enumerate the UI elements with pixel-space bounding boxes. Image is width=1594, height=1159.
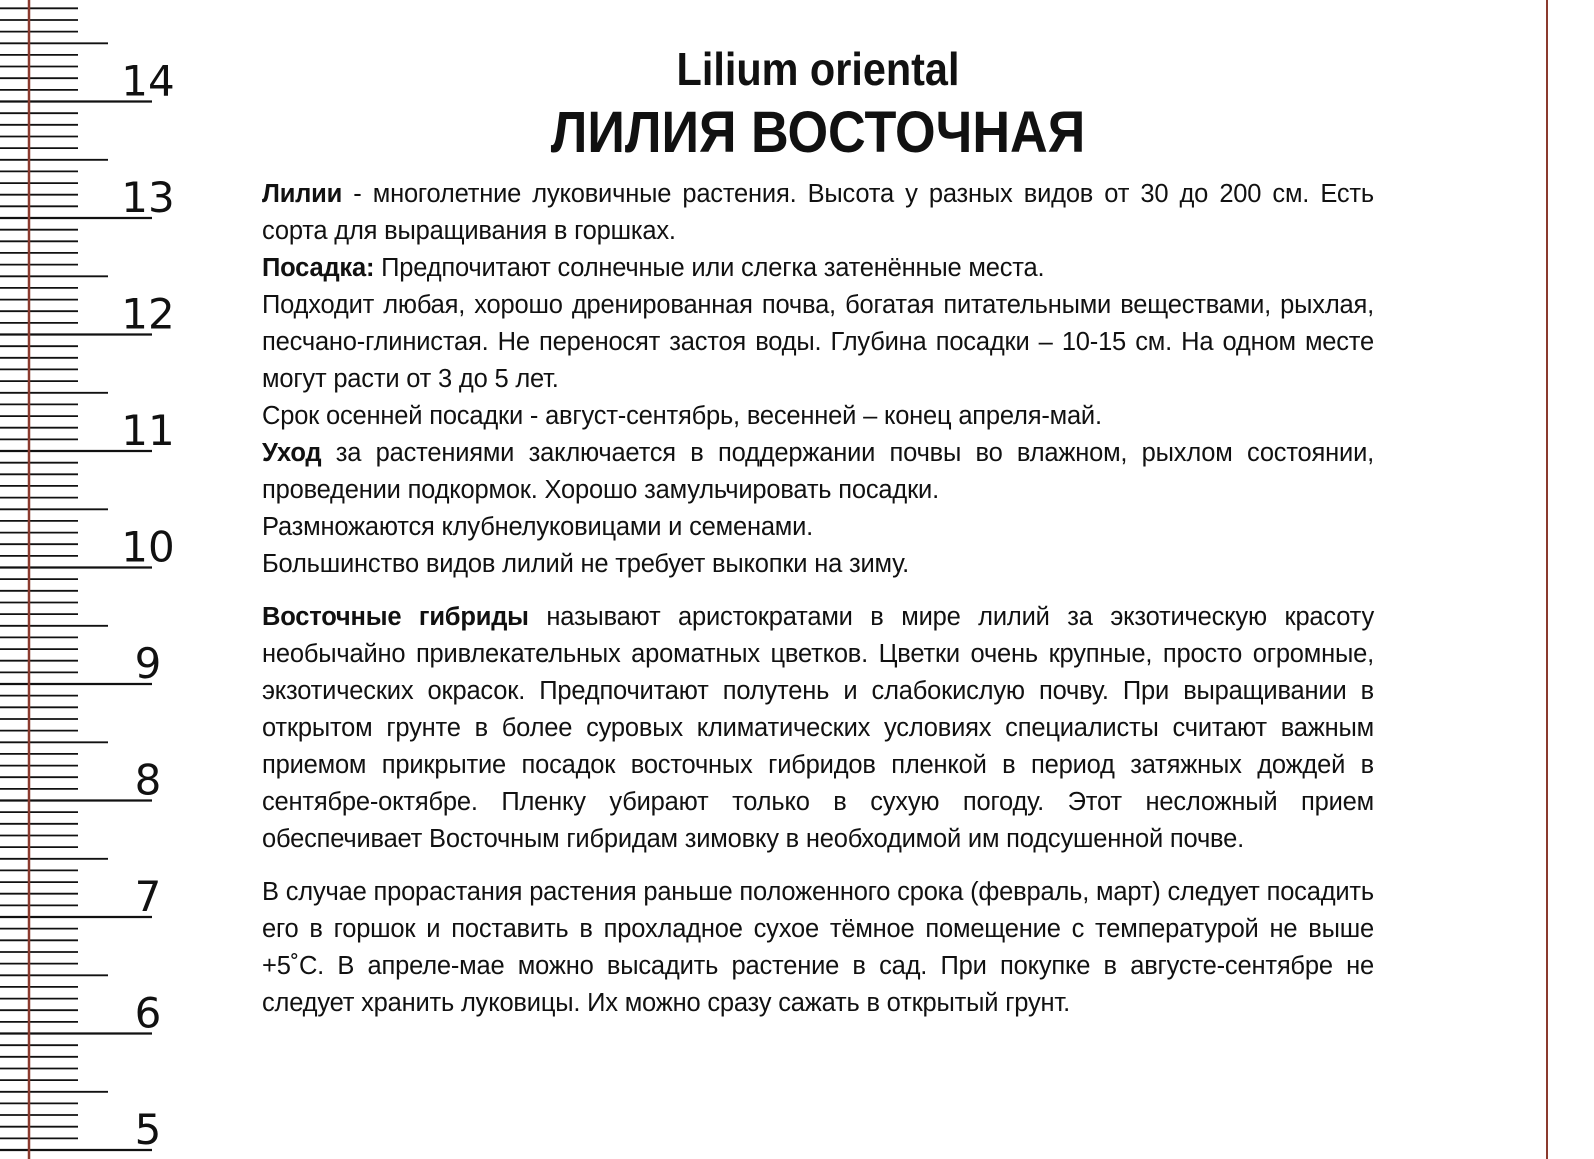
spacer xyxy=(262,858,1374,874)
paragraph-text: за растениями заключается в поддержании почвы во влажном, рыхлом состоянии, проведении подкормок. Хорошо замульчировать посадки. xyxy=(262,439,1374,504)
paragraph-lead: Лилии xyxy=(262,180,343,208)
ruler-label: 12 xyxy=(121,289,175,339)
spacer xyxy=(262,583,1374,599)
paragraph-text: - многолетние луковичные растения. Высота у разных видов от 30 до 200 см. Есть сорта для выращивания в горшках. xyxy=(262,180,1374,245)
russian-title: ЛИЛИЯ ВОСТОЧНАЯ xyxy=(550,100,1086,165)
paragraph-planting-time xyxy=(262,398,1374,435)
ruler xyxy=(0,0,200,1159)
ruler-label: 8 xyxy=(134,755,162,805)
ruler-label: 10 xyxy=(121,522,175,572)
ruler-label: 9 xyxy=(134,639,162,688)
paragraph-soil xyxy=(262,287,1374,398)
paragraph-text: Подходит любая, хорошо дренированная почва, богатая питательными веществами, рыхлая, песчано-глинистая. Не переносят застоя воды. Глубина посадки – 10-15 см. На одном месте могут расти от 3 до 5 лет. xyxy=(262,291,1374,393)
ruler-label: 13 xyxy=(121,173,175,222)
paragraph-text: Срок осенней посадки - август-сентябрь, весенней – конец апреля-май. xyxy=(262,402,1102,430)
paragraph-text: Предпочитают солнечные или слегка затенённые места. xyxy=(374,254,1045,282)
paragraph-text: Большинство видов лилий не требует выкопки на зиму. xyxy=(262,550,910,578)
paragraph-lead: Восточные гибриды xyxy=(262,603,529,631)
ruler-label: 14 xyxy=(121,56,175,106)
paragraph-oriental-hybrids xyxy=(262,599,1374,858)
paragraph-lead: Уход xyxy=(262,439,322,467)
ruler-label: 11 xyxy=(121,406,175,455)
paragraph-lead: Посадка: xyxy=(262,254,375,282)
paragraph-early-sprouting xyxy=(262,874,1374,1022)
paragraph-care xyxy=(262,435,1374,509)
right-border-line xyxy=(1546,0,1548,1159)
latin-title: Lilium oriental xyxy=(676,43,960,95)
ruler-label: 7 xyxy=(134,872,162,921)
paragraph-text: В случае прорастания растения раньше положенного срока (февраль, март) следует посадить его в горшок и поставить в прохладное сухое тёмное помещение с температурой не выше +5˚С. В апреле-мае можно высадить растение в сад. При покупке в августе-сентябре не следует хранить луковицы. Их можно сразу сажать в открытый грунт. xyxy=(262,878,1374,1017)
paragraph-lilies xyxy=(262,176,1374,250)
paragraph-planting xyxy=(262,250,1374,287)
paragraph-propagation xyxy=(262,509,1374,546)
instruction-text-block xyxy=(262,40,1374,1022)
ruler-label: 5 xyxy=(134,1105,162,1154)
paragraph-text: Размножаются клубнелуковицами и семенами. xyxy=(262,513,814,541)
ruler-label: 6 xyxy=(134,988,162,1038)
paragraph-text: называют аристократами в мире лилий за экзотическую красоту необычайно привлекательных ароматных цветков. Цветки очень крупные, просто огромные, экзотических окрасок. Предпочитают полутень и слабокислую почву. При выращивании в открытом грунте в более суровых климатических условиях специалисты считают важным приемом прикрытие посадок восточных гибридов пленкой в период затяжных дождей в сентябре-октябре. Пленку убирают только в сухую погоду. Этот несложный прием обеспечивает Восточным гибридам зимовку в необходимой им подсушенной почве. xyxy=(262,603,1374,853)
paragraph-winter xyxy=(262,546,1374,583)
